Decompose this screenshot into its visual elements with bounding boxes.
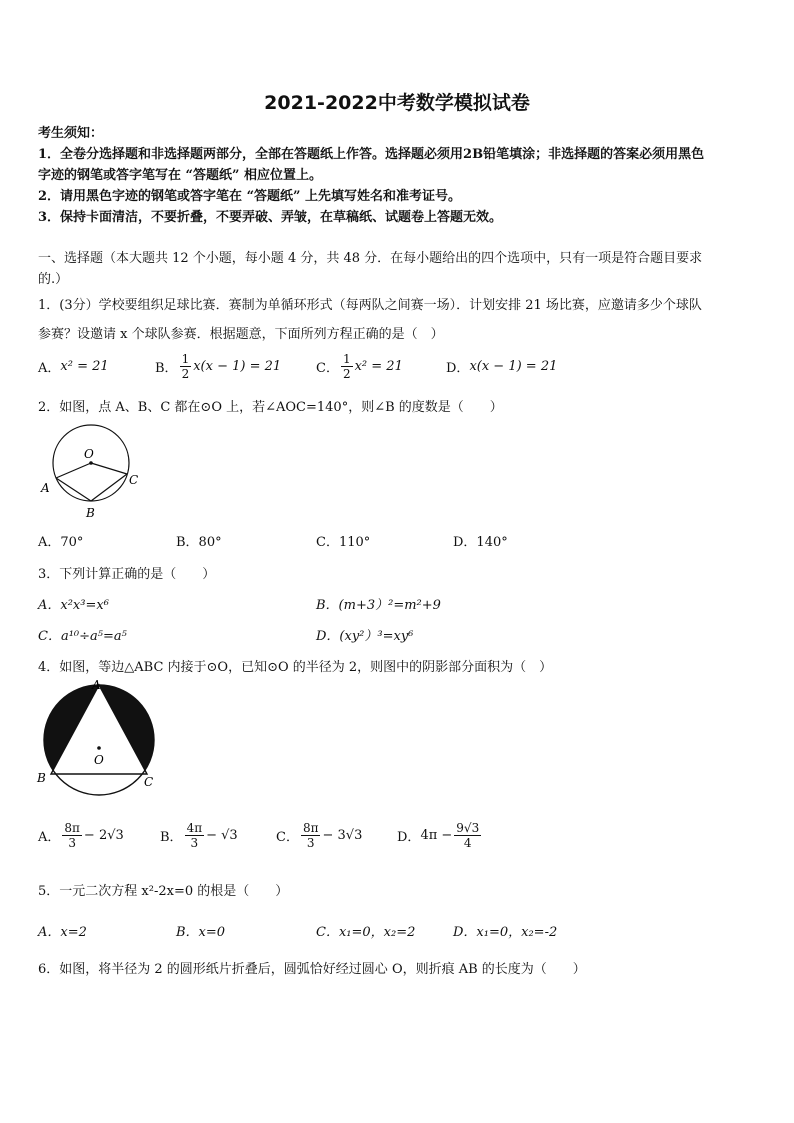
q1-stem: 1．(3分）学校要组织足球比赛．赛制为单循环形式（每两队之间赛一场）．计划安排 21 场比赛，应邀请多少个球队	[38, 298, 702, 313]
math-expr: x² = 21	[354, 358, 403, 374]
label-c: C	[129, 473, 139, 487]
math-expr: 4π −	[420, 827, 453, 843]
q4-figure	[34, 678, 164, 796]
option-letter: A．	[38, 829, 61, 845]
q2-option-b: B．80°	[176, 535, 222, 550]
math-expr: x² = 21	[60, 358, 109, 374]
q4-option-a	[38, 815, 124, 855]
q2-stem: 2．如图，点 A、B、C 都在⊙O 上，若∠AOC=140°，则∠B 的度数是（ ）	[38, 400, 503, 415]
section-heading: 一、选择题（本大题共 12 个小题，每小题 4 分，共 48 分．在每小题给出的四个选项中，只有一项是符合题目要求	[38, 251, 703, 266]
q4-option-d	[397, 815, 483, 855]
q4-option-b	[160, 815, 238, 855]
label-o: O	[94, 753, 104, 767]
fraction: $\frac{4\pi}{3}$	[186, 820, 203, 850]
q4-stem: 4．如图，等边△ABC 内接于⊙O，已知⊙O 的半径为 2，则图中的阴影部分面积为（ ）	[38, 660, 553, 675]
label-a: A	[41, 481, 50, 495]
q6-stem: 6．如图，将半径为 2 的圆形纸片折叠后，圆弧恰好经过圆心 O，则折痕 AB 的长度为（ ）	[38, 962, 586, 977]
label-b: B	[86, 506, 95, 520]
q2-figure	[38, 420, 148, 520]
notice-line: 3．保持卡面清洁，不要折叠，不要弄破、弄皱，在草稿纸、试题卷上答题无效。	[38, 210, 503, 225]
option-letter: B．	[155, 360, 178, 376]
fraction: $\frac{8\pi}{3}$	[64, 820, 80, 850]
fraction: $\frac{1}{2}$	[181, 351, 190, 381]
label-b: B	[37, 771, 46, 785]
q1-option-c	[316, 350, 403, 382]
segment-oc	[91, 463, 127, 474]
math-expr: − 2√3	[83, 827, 124, 843]
math-expr: x(x − 1) = 21	[469, 358, 558, 374]
q5-option-a: A．x=2	[38, 925, 87, 940]
fraction: $\frac{9√3}{4}$	[456, 820, 480, 850]
q3-option-d: D．(xy²）³=xy⁶	[316, 629, 414, 644]
option-letter: B．	[160, 829, 183, 845]
label-a: A	[92, 678, 101, 692]
q1-option-a	[38, 350, 109, 382]
fraction: $\frac{1}{2}$	[342, 351, 351, 381]
notice-line: 2．请用黑色字迹的钢笔或答字笔在 “答题纸” 上先填写姓名和准考证号。	[38, 189, 462, 204]
option-letter: D．	[397, 829, 421, 845]
section-heading-cont: 的.）	[38, 272, 69, 287]
option-letter: A．	[38, 360, 61, 376]
q2-option-c: C．110°	[316, 535, 371, 550]
option-letter: C．	[316, 360, 339, 376]
q2-option-a: A．70°	[38, 535, 84, 550]
math-expr: x(x − 1) = 21	[193, 358, 282, 374]
notice-heading: 考生须知：	[38, 126, 104, 141]
math-expr: − 3√3	[322, 827, 363, 843]
q5-option-c: C．x₁=0，x₂=2	[316, 925, 416, 940]
label-o: O	[84, 447, 94, 461]
q5-option-b: B．x=0	[176, 925, 226, 940]
fraction: $\frac{8\pi}{3}$	[302, 820, 319, 850]
q3-stem: 3．下列计算正确的是（ ）	[38, 567, 216, 582]
q3-option-a: A．x²x³=x⁶	[38, 598, 109, 613]
q1-option-b	[155, 350, 281, 382]
segment-oa	[56, 463, 91, 478]
q5-option-d: D．x₁=0，x₂=-2	[453, 925, 558, 940]
option-letter: D．	[446, 360, 470, 376]
segment-ab	[56, 478, 91, 501]
q3-option-b: B．(m+3）²=m²+9	[316, 598, 441, 613]
q2-option-d: D．140°	[453, 535, 508, 550]
page-title: 2021-2022中考数学模拟试卷	[264, 92, 530, 114]
q1-option-d	[446, 350, 557, 382]
notice-line: 1．全卷分选择题和非选择题两部分，全部在答题纸上作答。选择题必须用2B铅笔填涂；非选择题的答案必须用黑色	[38, 147, 705, 162]
center-dot	[89, 461, 93, 465]
q3-option-c: C．a¹⁰÷a⁵=a⁵	[38, 629, 127, 644]
q4-option-c	[276, 815, 362, 855]
label-c: C	[144, 775, 154, 789]
q5-stem: 5．一元二次方程 x²-2x=0 的根是（ ）	[38, 884, 289, 899]
q1-stem-cont: 参赛？设邀请 x 个球队参赛．根据题意，下面所列方程正确的是（ ）	[38, 327, 444, 342]
option-letter: C．	[276, 829, 299, 845]
notice-line: 字迹的钢笔或答字笔写在 “答题纸” 相应位置上。	[38, 168, 323, 183]
math-expr: − √3	[206, 827, 238, 843]
center-dot	[97, 746, 101, 750]
